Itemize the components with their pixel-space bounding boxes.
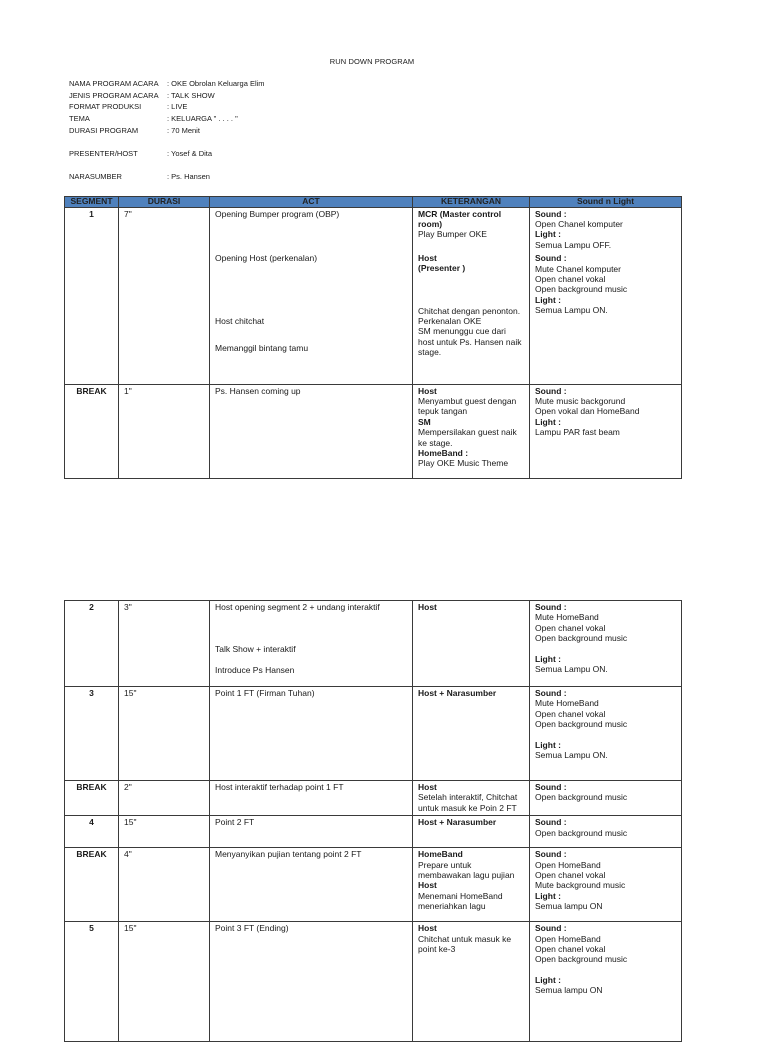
durasi-cell: 15" — [119, 816, 210, 848]
sound-item: Open background music — [535, 954, 628, 965]
sound-item: Open chanel vokal — [535, 870, 606, 881]
sound-item: Mute HomeBand — [535, 612, 599, 623]
ket-title: HomeBand : — [418, 447, 469, 458]
act-cell: Ps. Hansen coming up — [210, 384, 413, 478]
keterangan-cell — [413, 781, 530, 816]
durasi-cell: 2" — [119, 781, 210, 816]
ket-text: SM menunggu cue dari host untuk Ps. Hansen naik stage. — [418, 326, 522, 358]
segment-cell: 3 — [65, 687, 119, 781]
sound-item: Mute HomeBand — [535, 698, 599, 709]
ket-title: MCR (Master control room) — [418, 208, 502, 229]
light-label: Light : — [535, 974, 561, 985]
ket-title: Host — [418, 880, 437, 891]
header-row — [65, 197, 682, 208]
ket-text: Perkenalan OKE — [418, 315, 482, 326]
ket-text: Prepare untuk membawakan lagu pujian — [418, 859, 515, 881]
keterangan-cell — [413, 384, 530, 478]
presenter-value: : Yosef & Dita — [167, 148, 213, 158]
header-keterangan: KETERANGAN — [413, 197, 530, 208]
act-cell: Host interaktif terhadap point 1 FT — [210, 781, 413, 816]
keterangan-cell: Host — [413, 601, 530, 687]
program-name-value: : OKE Obrolan Keluarga Elim — [167, 79, 265, 88]
ket-text: Setelah interaktif, Chitchat untuk masuk ke Poin 2 FT — [418, 792, 518, 813]
light-item: Semua lampu ON — [535, 985, 603, 996]
header-segment: SEGMENT — [65, 197, 119, 208]
sound-item: Open background music — [535, 792, 628, 803]
sound-label: Sound : — [535, 817, 567, 828]
light-item: Semua Lampu ON. — [535, 664, 608, 675]
light-item: Lampu PAR fast beam — [535, 427, 620, 438]
act-item: Opening Bumper program (OBP) — [215, 208, 340, 219]
duration-value: : 70 Menit — [167, 125, 200, 135]
act-cell: Point 2 FT — [210, 816, 413, 848]
sound-label: Sound : — [535, 602, 567, 612]
sound-item: Mute background music — [535, 880, 626, 891]
keterangan-cell — [413, 848, 530, 922]
sound-item: Open vokal dan HomeBand — [535, 406, 640, 417]
ket-text: Play OKE Music Theme — [418, 458, 509, 469]
sound-item: Open chanel vokal — [535, 944, 606, 955]
act-cell — [210, 601, 413, 687]
durasi-cell: 4" — [119, 848, 210, 922]
ket-text: Play Bumper OKE — [418, 229, 487, 240]
act-cell — [210, 207, 413, 384]
sound-item: Open HomeBand — [535, 933, 601, 944]
act-item: Talk Show + interaktif — [215, 644, 296, 655]
sound-light-cell — [530, 207, 682, 384]
light-item: Semua lampu ON — [535, 901, 603, 912]
sound-item: Open Chanel komputer — [535, 218, 623, 229]
sound-light-cell — [530, 848, 682, 922]
act-cell: Point 3 FT (Ending) — [210, 922, 413, 1042]
act-item: Introduce Ps Hansen — [215, 664, 295, 675]
ket-title: Host — [418, 923, 437, 934]
light-label: Light : — [535, 653, 561, 664]
header-sound-light: Sound n Light — [530, 197, 682, 208]
durasi-cell: 1" — [119, 384, 210, 478]
act-item: Opening Host (perkenalan) — [215, 252, 318, 263]
light-item: Semua Lampu OFF. — [535, 239, 612, 250]
durasi-cell: 7" — [119, 207, 210, 384]
sound-item: Open background music — [535, 719, 628, 730]
ket-title: Host — [418, 252, 437, 263]
production-format-label: FORMAT PRODUKSI — [69, 102, 142, 112]
segment-cell: 1 — [65, 207, 119, 384]
act-cell: Menyanyikan pujian tentang point 2 FT — [210, 848, 413, 922]
act-item: Host chitchat — [215, 316, 265, 327]
program-type-value: : TALK SHOW — [167, 90, 215, 100]
ket-title: SM — [418, 416, 431, 427]
sound-light-cell — [530, 384, 682, 478]
program-name-label: NAMA PROGRAM ACARA — [69, 79, 159, 88]
table-row — [65, 816, 682, 848]
guest-speaker-label: NARASUMBER — [69, 172, 122, 182]
ket-title: HomeBand — [418, 849, 463, 860]
keterangan-cell: Host + Narasumber — [413, 816, 530, 848]
header-durasi: DURASI — [119, 197, 210, 208]
segment-cell: BREAK — [65, 781, 119, 816]
ket-text: Menyambut guest dengan tepuk tangan — [418, 395, 517, 417]
light-label: Light : — [535, 416, 561, 427]
sound-label: Sound : — [535, 253, 567, 264]
light-label: Light : — [535, 294, 561, 305]
light-item: Semua Lampu ON. — [535, 305, 608, 316]
ket-title: (Presenter ) — [418, 263, 466, 274]
sound-item: Open background music — [535, 284, 628, 295]
rundown-table-1 — [64, 196, 682, 479]
table-row — [65, 384, 682, 478]
sound-label: Sound : — [535, 849, 567, 860]
sound-item: Open chanel vokal — [535, 273, 606, 284]
theme-value: : KELUARGA " . . . . " — [167, 114, 238, 124]
presenter-label: PRESENTER/HOST — [69, 148, 138, 158]
sound-label: Sound : — [535, 208, 567, 219]
ket-text: Chitchat untuk masuk ke point ke-3 — [418, 933, 512, 955]
durasi-cell: 15" — [119, 922, 210, 1042]
sound-item: Mute Chanel komputer — [535, 263, 621, 274]
program-type-label: JENIS PROGRAM ACARA — [69, 90, 159, 100]
table-row — [65, 781, 682, 816]
sound-label: Sound : — [535, 782, 567, 792]
light-label: Light : — [535, 739, 561, 750]
sound-light-cell — [530, 816, 682, 848]
sound-item: Open chanel vokal — [535, 708, 606, 719]
rundown-table-2 — [64, 600, 682, 1042]
table-row — [65, 848, 682, 922]
light-label: Light : — [535, 890, 561, 901]
sound-item: Open background music — [535, 827, 628, 838]
durasi-cell: 15" — [119, 687, 210, 781]
keterangan-cell: Host + Narasumber — [413, 687, 530, 781]
table-row — [65, 207, 682, 384]
act-item: Memanggil bintang tamu — [215, 342, 309, 353]
act-item: Host opening segment 2 + undang interaktif — [215, 602, 380, 612]
light-label: Light : — [535, 229, 561, 240]
table-row — [65, 687, 682, 781]
ket-title: Host — [418, 782, 437, 792]
ket-text: Menemani HomeBand meneriahkan lagu — [418, 890, 503, 912]
segment-cell: BREAK — [65, 384, 119, 478]
guest-speaker-value: : Ps. Hansen — [167, 172, 210, 182]
durasi-cell: 3" — [119, 601, 210, 687]
ket-title: Host — [418, 385, 437, 396]
keterangan-cell — [413, 207, 530, 384]
segment-cell: 5 — [65, 922, 119, 1042]
sound-light-cell — [530, 601, 682, 687]
sound-label: Sound : — [535, 385, 567, 396]
theme-label: TEMA — [69, 114, 90, 124]
sound-item: Open HomeBand — [535, 859, 601, 870]
ket-text: Mempersilakan guest naik ke stage. — [418, 427, 517, 448]
act-cell: Point 1 FT (Firman Tuhan) — [210, 687, 413, 781]
header-act: ACT — [210, 197, 413, 208]
sound-item: Open chanel vokal — [535, 622, 606, 633]
segment-cell: 2 — [65, 601, 119, 687]
sound-label: Sound : — [535, 923, 567, 934]
sound-light-cell — [530, 781, 682, 816]
duration-label: DURASI PROGRAM — [69, 125, 139, 135]
segment-cell: 4 — [65, 816, 119, 848]
sound-light-cell — [530, 687, 682, 781]
production-format-value: : LIVE — [167, 102, 188, 112]
ket-text: Chitchat dengan penonton. — [418, 305, 521, 316]
segment-cell: BREAK — [65, 848, 119, 922]
table-row — [65, 601, 682, 687]
sound-item: Open background music — [535, 633, 628, 644]
sound-item: Mute music backgorund — [535, 395, 626, 406]
document-title: RUN DOWN PROGRAM — [329, 57, 415, 66]
sound-label: Sound : — [535, 688, 567, 698]
light-item: Semua Lampu ON. — [535, 750, 608, 761]
